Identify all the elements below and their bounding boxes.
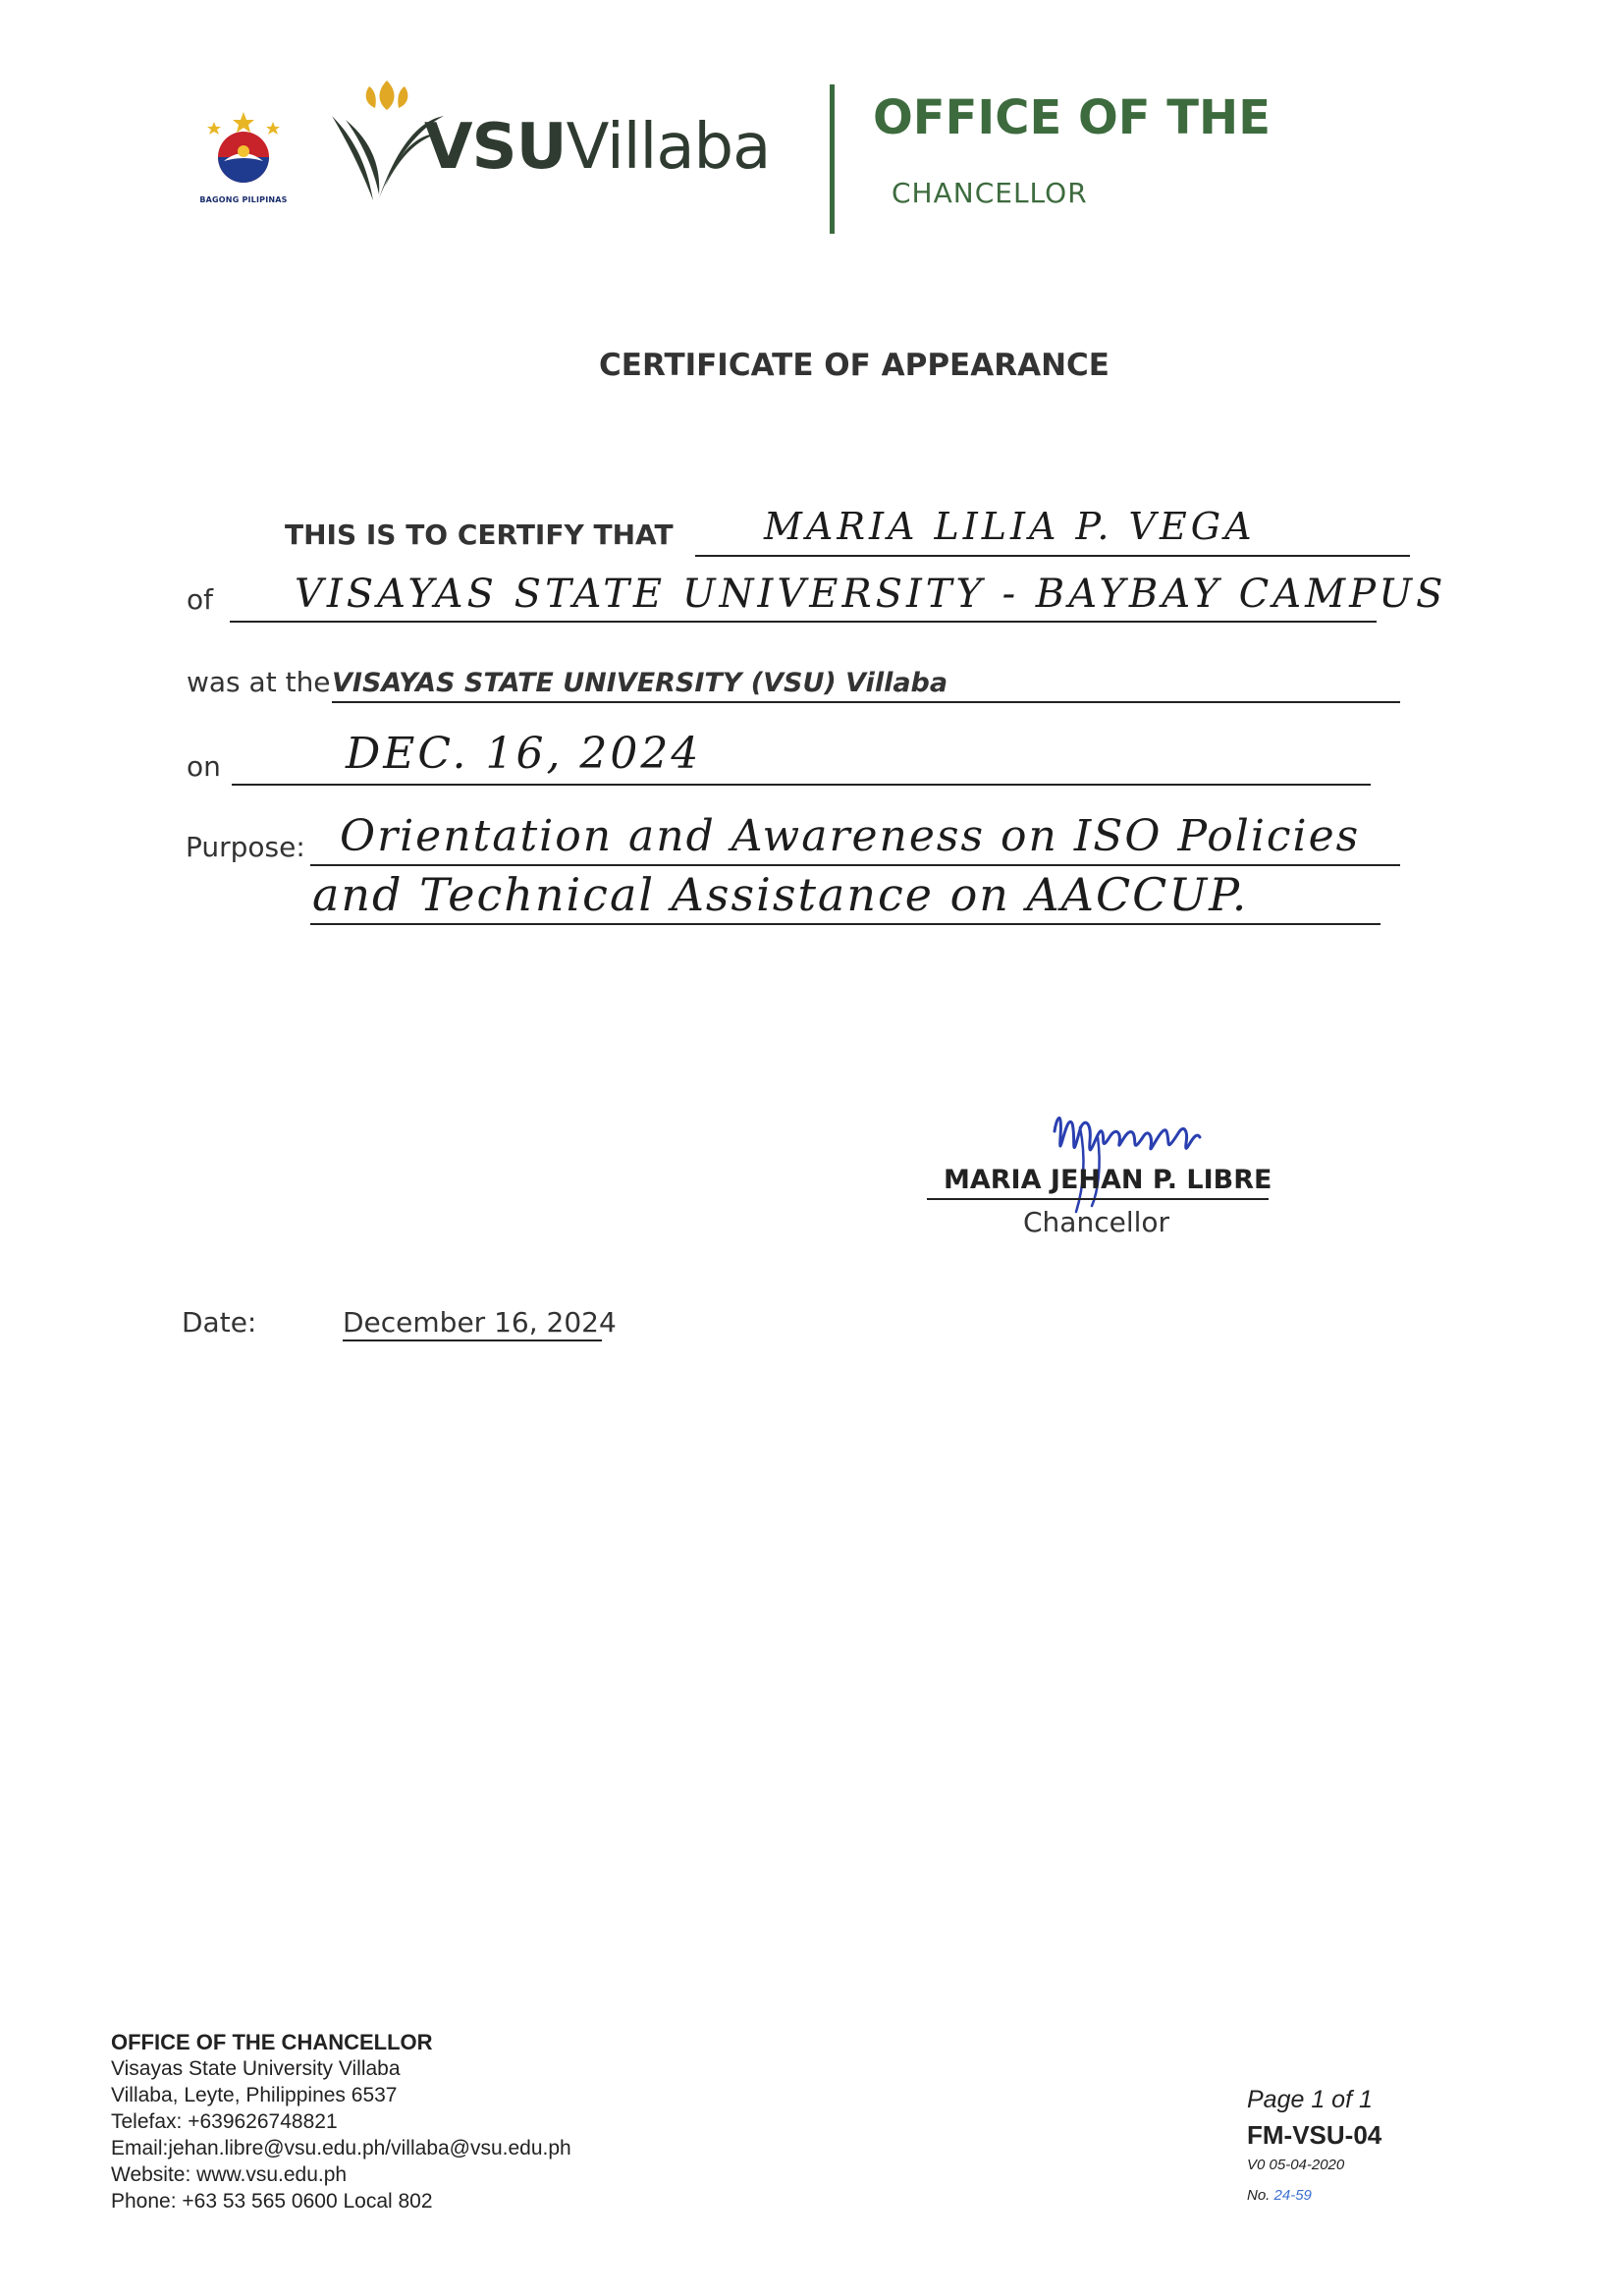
- footer-phone: Phone: +63 53 565 0600 Local 802: [111, 2190, 433, 2213]
- form-version: V0 05-04-2020: [1247, 2157, 1345, 2173]
- of-value-handwritten: VISAYAS STATE UNIVERSITY - BAYBAY CAMPUS: [295, 572, 1447, 617]
- signature-underline: [927, 1198, 1269, 1200]
- footer-line: Villaba, Leyte, Philippines 6537: [111, 2084, 398, 2106]
- certificate-title: CERTIFICATE OF APPEARANCE: [599, 348, 1110, 383]
- on-label: on: [187, 750, 221, 783]
- control-number-label: No.: [1247, 2187, 1271, 2204]
- date-label: Date:: [182, 1306, 257, 1339]
- footer-heading: OFFICE OF THE CHANCELLOR: [111, 2030, 433, 2054]
- control-number: [1247, 2187, 1381, 2204]
- bagong-pilipinas-seal: [194, 110, 293, 204]
- footer-line: Visayas State University Villaba: [111, 2057, 401, 2080]
- footer-telefax: Telefax: +639626748821: [111, 2110, 338, 2133]
- was-at-label: was at the: [187, 666, 331, 698]
- footer-website: Website: www.vsu.edu.ph: [111, 2163, 348, 2186]
- seal-caption: BAGONG PILIPINAS: [199, 195, 288, 204]
- page-number: Page 1 of 1: [1247, 2086, 1373, 2113]
- control-number-value: 24-59: [1273, 2187, 1312, 2204]
- purpose-underline-1: [310, 864, 1400, 866]
- logo-villaba: Villaba: [566, 111, 771, 184]
- of-label: of: [187, 583, 213, 616]
- logo-vsu: VSU: [424, 111, 567, 184]
- was-at-value: VISAYAS STATE UNIVERSITY (VSU) Villaba: [332, 668, 948, 698]
- purpose-underline-2: [310, 923, 1380, 925]
- form-code: FM-VSU-04: [1247, 2120, 1382, 2150]
- vsu-villaba-wordmark: [424, 111, 771, 184]
- office-title: OFFICE OF THE: [873, 90, 1271, 145]
- office-subtitle: CHANCELLOR: [892, 177, 1088, 209]
- purpose-line-1-handwritten: Orientation and Awareness on ISO Policies: [340, 811, 1361, 861]
- signatory-name: MARIA JEHAN P. LIBRE: [944, 1165, 1272, 1195]
- certify-name-handwritten: MARIA LILIA P. VEGA: [764, 505, 1256, 548]
- footer-email: Email:jehan.libre@vsu.edu.ph/villaba@vsu.edu.ph: [111, 2137, 571, 2159]
- bagong-pilipinas-logo-icon: [194, 110, 293, 187]
- certify-underline: [695, 555, 1410, 557]
- footer-contact: [111, 2029, 571, 2214]
- signatory-title: Chancellor: [1023, 1206, 1170, 1238]
- document-code-block: [1247, 2086, 1381, 2204]
- on-value-handwritten: DEC. 16, 2024: [346, 729, 702, 779]
- signature-scribble: [1041, 1098, 1208, 1221]
- certify-label: THIS IS TO CERTIFY THAT: [285, 519, 674, 551]
- on-underline: [232, 784, 1371, 786]
- date-underline: [343, 1339, 602, 1341]
- purpose-line-2-handwritten: and Technical Assistance on AACCUP.: [312, 868, 1249, 921]
- header-divider: [830, 84, 835, 234]
- of-underline: [230, 621, 1377, 623]
- purpose-label: Purpose:: [186, 831, 305, 863]
- date-value: December 16, 2024: [343, 1306, 617, 1339]
- was-at-underline: [332, 701, 1400, 703]
